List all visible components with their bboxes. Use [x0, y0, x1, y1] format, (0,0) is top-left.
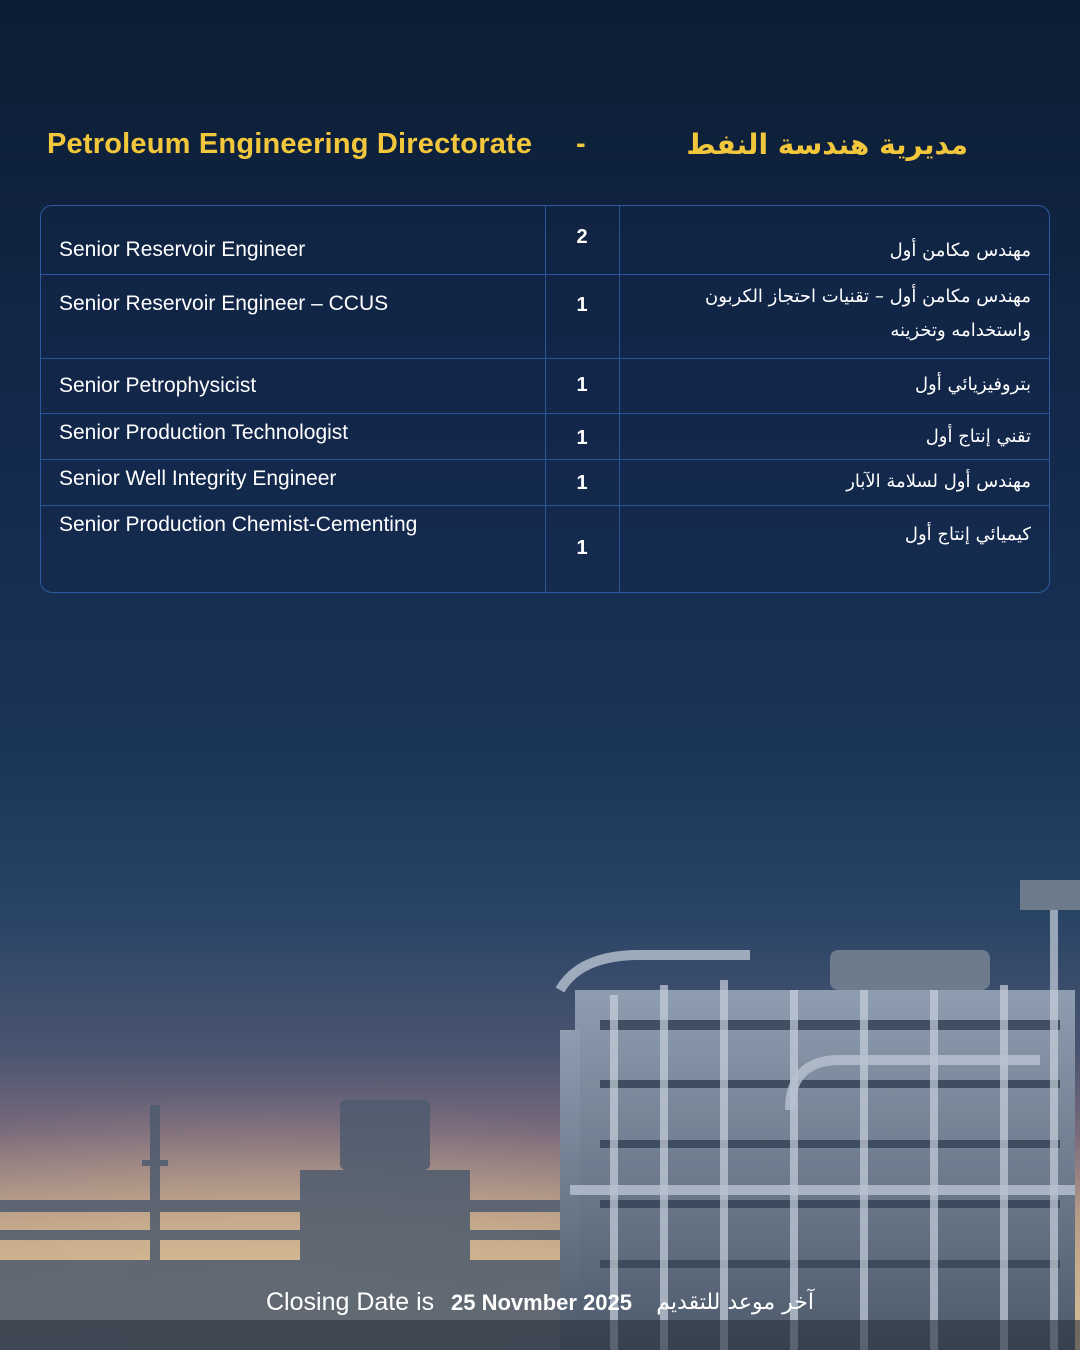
vacancy-count: 1	[576, 294, 588, 316]
job-title-arabic: تقني إنتاج أول	[925, 426, 1031, 447]
closing-date-label-english: Closing Date is	[266, 1288, 435, 1316]
vacancy-count: 1	[576, 374, 588, 396]
job-title-arabic-line-2: واستخدامه وتخزينه	[890, 320, 1031, 341]
job-title-arabic: بتروفيزيائي أول	[914, 374, 1031, 395]
job-title-arabic: مهندس مكامن أول	[889, 240, 1031, 261]
job-title-english: Senior Production Technologist	[59, 421, 349, 444]
page-title-english: Petroleum Engineering Directorate	[47, 128, 533, 160]
closing-date-footer	[0, 1288, 1080, 1324]
vacancy-count: 2	[576, 226, 588, 248]
table-row	[41, 459, 1049, 506]
closing-date-value: 25 Novmber 2025	[451, 1290, 632, 1315]
job-title-english: Senior Reservoir Engineer	[59, 238, 306, 261]
table-row	[41, 206, 1049, 275]
table-row	[41, 358, 1049, 414]
job-title-arabic: كيميائي إنتاج أول	[904, 524, 1031, 545]
vacancy-count: 1	[576, 427, 588, 449]
table-row	[41, 413, 1049, 460]
closing-date-label-arabic: آخر موعد للتقديم	[656, 1290, 814, 1315]
job-title-english: Senior Production Chemist-Cementing	[59, 513, 418, 536]
table-row	[41, 274, 1049, 359]
job-vacancies-table	[40, 205, 1050, 593]
job-title-arabic-line-1: مهندس مكامن أول – تقنيات احتجاز الكربون	[705, 286, 1031, 307]
page-header	[40, 128, 1050, 172]
page-title-arabic: مديرية هندسة النفط	[686, 128, 968, 161]
job-title-english: Senior Well Integrity Engineer	[59, 467, 337, 490]
table-row	[41, 505, 1049, 592]
title-separator: -	[576, 128, 586, 160]
job-title-arabic: مهندس أول لسلامة الآبار	[846, 471, 1031, 492]
job-title-english: Senior Reservoir Engineer – CCUS	[59, 292, 389, 315]
job-title-english: Senior Petrophysicist	[59, 374, 257, 397]
vacancy-count: 1	[576, 537, 588, 559]
vacancy-count: 1	[576, 472, 588, 494]
